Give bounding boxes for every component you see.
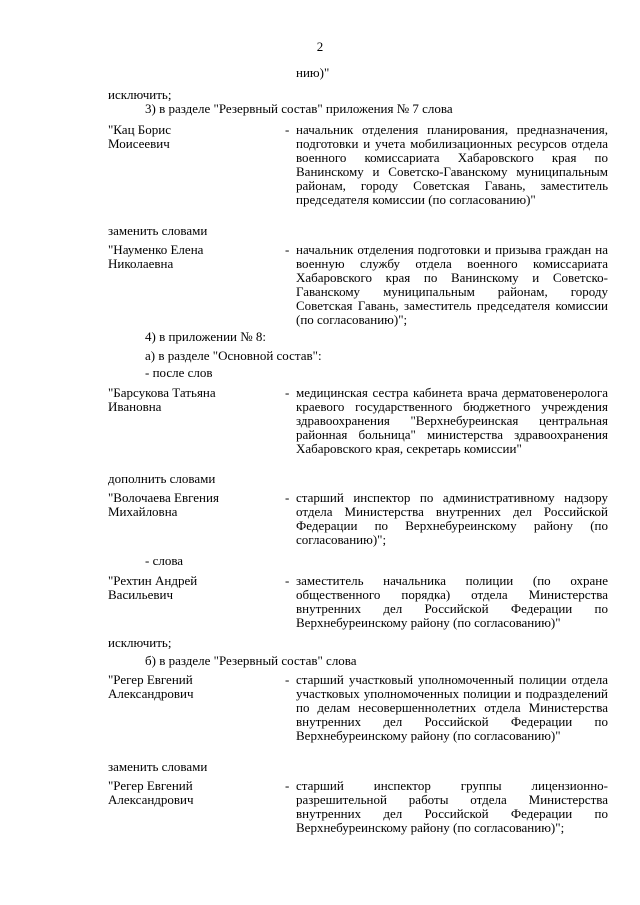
- replace-line: заменить словами: [108, 223, 208, 238]
- item-4-heading: 4) в приложении № 8:: [145, 329, 267, 344]
- supplement-line: дополнить словами: [108, 471, 216, 486]
- entry-dash: -: [285, 242, 290, 257]
- entry-dash: -: [285, 672, 290, 687]
- entry-description: старший инспектор группы лицензионно-разрешительной работы отдела Министерства внутренних дел Российской Федерации по Верхнебуреинскому району (по согласованию)";: [296, 778, 608, 835]
- entry-dash: -: [285, 573, 290, 588]
- entry-description: начальник отделения подготовки и призыва граждан на военную службу отдела военного комиссариата Хабаровского края по Ванинскому и Советско-Гаванскому муниципальным районам, городу Советская Гавань, заместитель председателя комиссии (по согласованию)";: [296, 242, 608, 327]
- continuation-text: нию)": [296, 65, 330, 80]
- entry-name: "Регер Евгений Александрович: [108, 672, 194, 701]
- entry-description: старший участковый уполномоченный полиции отдела участковых уполномоченных полиции и подразделений по делам несовершеннолетних отдела Министерства внутренних дел Российской Федерации по Верхнебуреинскому району (по согласованию)": [296, 672, 608, 743]
- item-4a-heading: а) в разделе "Основной состав":: [145, 348, 322, 363]
- entry-dash: -: [285, 385, 290, 400]
- entry-dash: -: [285, 122, 290, 137]
- entry-name: "Регер Евгений Александрович: [108, 778, 194, 807]
- entry-dash: -: [285, 490, 290, 505]
- words-line: - слова: [145, 553, 184, 568]
- entry-description: старший инспектор по административному надзору отдела Министерства внутренних дел Российской Федерации по Верхнебуреинскому району (по согласованию)";: [296, 490, 608, 547]
- exclude-line-2: исключить;: [108, 635, 172, 650]
- item-4b-heading: б) в разделе "Резервный состав" слова: [145, 653, 357, 668]
- exclude-line: исключить;: [108, 87, 172, 102]
- entry-name: "Волочаева Евгения Михайловна: [108, 490, 219, 519]
- after-words-line: - после слов: [145, 365, 213, 380]
- replace-line-2: заменить словами: [108, 759, 208, 774]
- entry-name: "Рехтин Андрей Васильевич: [108, 573, 198, 602]
- entry-description: медицинская сестра кабинета врача дерматовенеролога краевого государственного бюджетного учреждения здравоохранения "Верхнебуреинская центральная районная больница" министерства здравоохранения Хабаровского края, секретарь комиссии": [296, 385, 608, 456]
- entry-name: "Науменко Елена Николаевна: [108, 242, 204, 271]
- entry-name: "Барсукова Татьяна Ивановна: [108, 385, 216, 414]
- entry-name: "Кац Борис Моисеевич: [108, 122, 171, 151]
- item-3-heading: 3) в разделе "Резервный состав" приложения № 7 слова: [145, 101, 453, 116]
- page-number: 2: [316, 39, 324, 54]
- entry-dash: -: [285, 778, 290, 793]
- entry-description: начальник отделения планирования, предназначения, подготовки и учета мобилизационных ресурсов отдела военного комиссариата Хабаровского края по Ванинскому и Советско-Гаванскому муниципальным районам, городу Советская Гавань, заместитель председателя комиссии (по согласованию)": [296, 122, 608, 207]
- entry-description: заместитель начальника полиции (по охране общественного порядка) отдела Министерства внутренних дел Российской Федерации по Верхнебуреинскому району (по согласованию)": [296, 573, 608, 630]
